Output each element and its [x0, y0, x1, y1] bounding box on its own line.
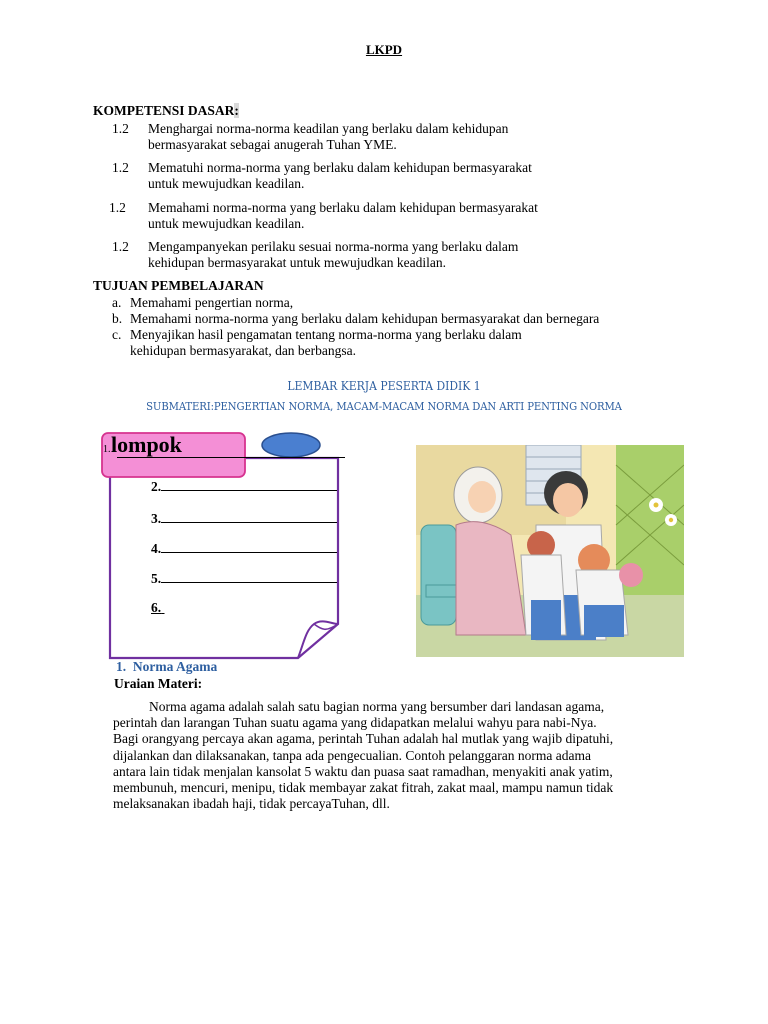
kd-item-2-line2: untuk mewujudkan keadilan.: [148, 176, 305, 191]
group-label: lompok: [111, 432, 182, 457]
kd-item-1: [148, 121, 508, 153]
tp-heading: TUJUAN PEMBELAJARAN: [93, 278, 264, 293]
tp-item-b: Memahami norma-norma yang berlaku dalam kehidupan bermasyarakat dan bernegara: [130, 311, 600, 326]
tp-item-a: Memahami pengertian norma,: [130, 295, 294, 310]
group-first-marker: [103, 444, 111, 455]
section-norma-agama: [116, 659, 217, 675]
para-line-7: melaksanakan ibadah haji, tidak percayaTuhan, dll.: [113, 796, 390, 812]
kd-item-1-num: 1.2: [112, 121, 129, 136]
para-line-6: membunuh, mencuri, menipu, tidak membayar zakat fitrah, zakat maal, mampu namun tidak: [113, 780, 614, 796]
group-member-2: [151, 476, 337, 495]
family-illustration: [416, 445, 684, 657]
tp-item-a-letter: a.: [112, 295, 122, 310]
para-line-2: perintah dan larangan Tuhan suatu agama yang didapatkan melalui wahyu para nabi-Nya.: [113, 715, 597, 731]
kd-item-4: [148, 239, 518, 271]
group-line-1: [117, 457, 345, 458]
kd-item-2-num: 1.2: [112, 160, 129, 175]
section-title: Norma Agama: [132, 659, 218, 674]
para-line-5: antara lain tidak menjalan kansolat 5 waktu dan puasa saat ramadhan, menyakiti anak yatim,: [113, 763, 613, 779]
section-num: 1.: [116, 659, 127, 674]
kd-item-3-line2: untuk mewujudkan keadilan.: [148, 216, 305, 231]
tp-item-b-letter: b.: [112, 311, 123, 326]
group-first-marker-text: 1.: [103, 444, 111, 455]
para-line-4: dijalankan dan dilaksanakan, tanpa ada pengecualian. Contoh pelanggaran norma adama: [113, 747, 591, 763]
tp-item-c: [130, 327, 522, 359]
kd-item-4-line1: Mengampanyekan perilaku sesuai norma-norma yang berlaku dalam: [148, 239, 519, 254]
family-illustration-svg: [416, 445, 684, 657]
group-member-5-num: 5.: [151, 571, 162, 586]
kd-heading-text: KOMPETENSI DASAR: [93, 103, 235, 118]
tp-item-c-line2: kehidupan bermasyarakat, dan berbangsa.: [130, 343, 357, 358]
kd-item-3-line1: Memahami norma-norma yang berlaku dalam kehidupan bermasyarakat: [148, 200, 538, 215]
kd-item-1-line1: Menghargai norma-norma keadilan yang berlaku dalam kehidupan: [148, 121, 509, 136]
group-oval: [262, 433, 320, 457]
group-member-3: [151, 508, 337, 527]
tp-item-c-line1: Menyajikan hasil pengamatan tentang norma-norma yang berlaku dalam: [130, 327, 522, 342]
group-member-5: [151, 568, 337, 587]
lk-subtitle: SUBMATERI:PENGERTIAN NORMA, MACAM-MACAM NORMA DAN ARTI PENTING NORMA: [146, 400, 622, 413]
kd-item-2: [148, 160, 532, 192]
kd-item-3-num: 1.2: [109, 200, 126, 215]
uraian-paragraph: [113, 699, 673, 812]
para-line-1: Norma agama adalah salah satu bagian norma yang bersumber dari landasan agama,: [149, 699, 605, 714]
group-member-4: [151, 538, 337, 557]
group-member-6-num: 6.: [151, 600, 162, 615]
uraian-heading: Uraian Materi:: [114, 676, 203, 691]
kd-item-1-line2: bermasyarakat sebagai anugerah Tuhan YME.: [148, 137, 397, 152]
kd-item-2-line1: Mematuhi norma-norma yang berlaku dalam kehidupan bermasyarakat: [148, 160, 532, 175]
doc-title: LKPD: [365, 42, 403, 57]
kd-item-3: [148, 200, 538, 232]
group-member-3-num: 3.: [151, 511, 162, 526]
kd-item-4-num: 1.2: [112, 239, 129, 254]
kd-item-4-line2: kehidupan bermasyarakat untuk mewujudkan keadilan.: [148, 255, 447, 270]
group-member-2-num: 2.: [151, 479, 162, 494]
group-member-4-num: 4.: [151, 541, 162, 556]
tp-item-c-letter: c.: [112, 327, 122, 342]
para-line-3: Bagi orangyang percaya akan agama, perintah Tuhan adalah hal mutlak yang wajib dipatuhi,: [113, 731, 614, 747]
lk-title: LEMBAR KERJA PESERTA DIDIK 1: [287, 379, 481, 393]
group-member-6: [151, 600, 165, 616]
kd-heading: [93, 103, 239, 119]
kd-heading-colon: :: [234, 103, 239, 118]
